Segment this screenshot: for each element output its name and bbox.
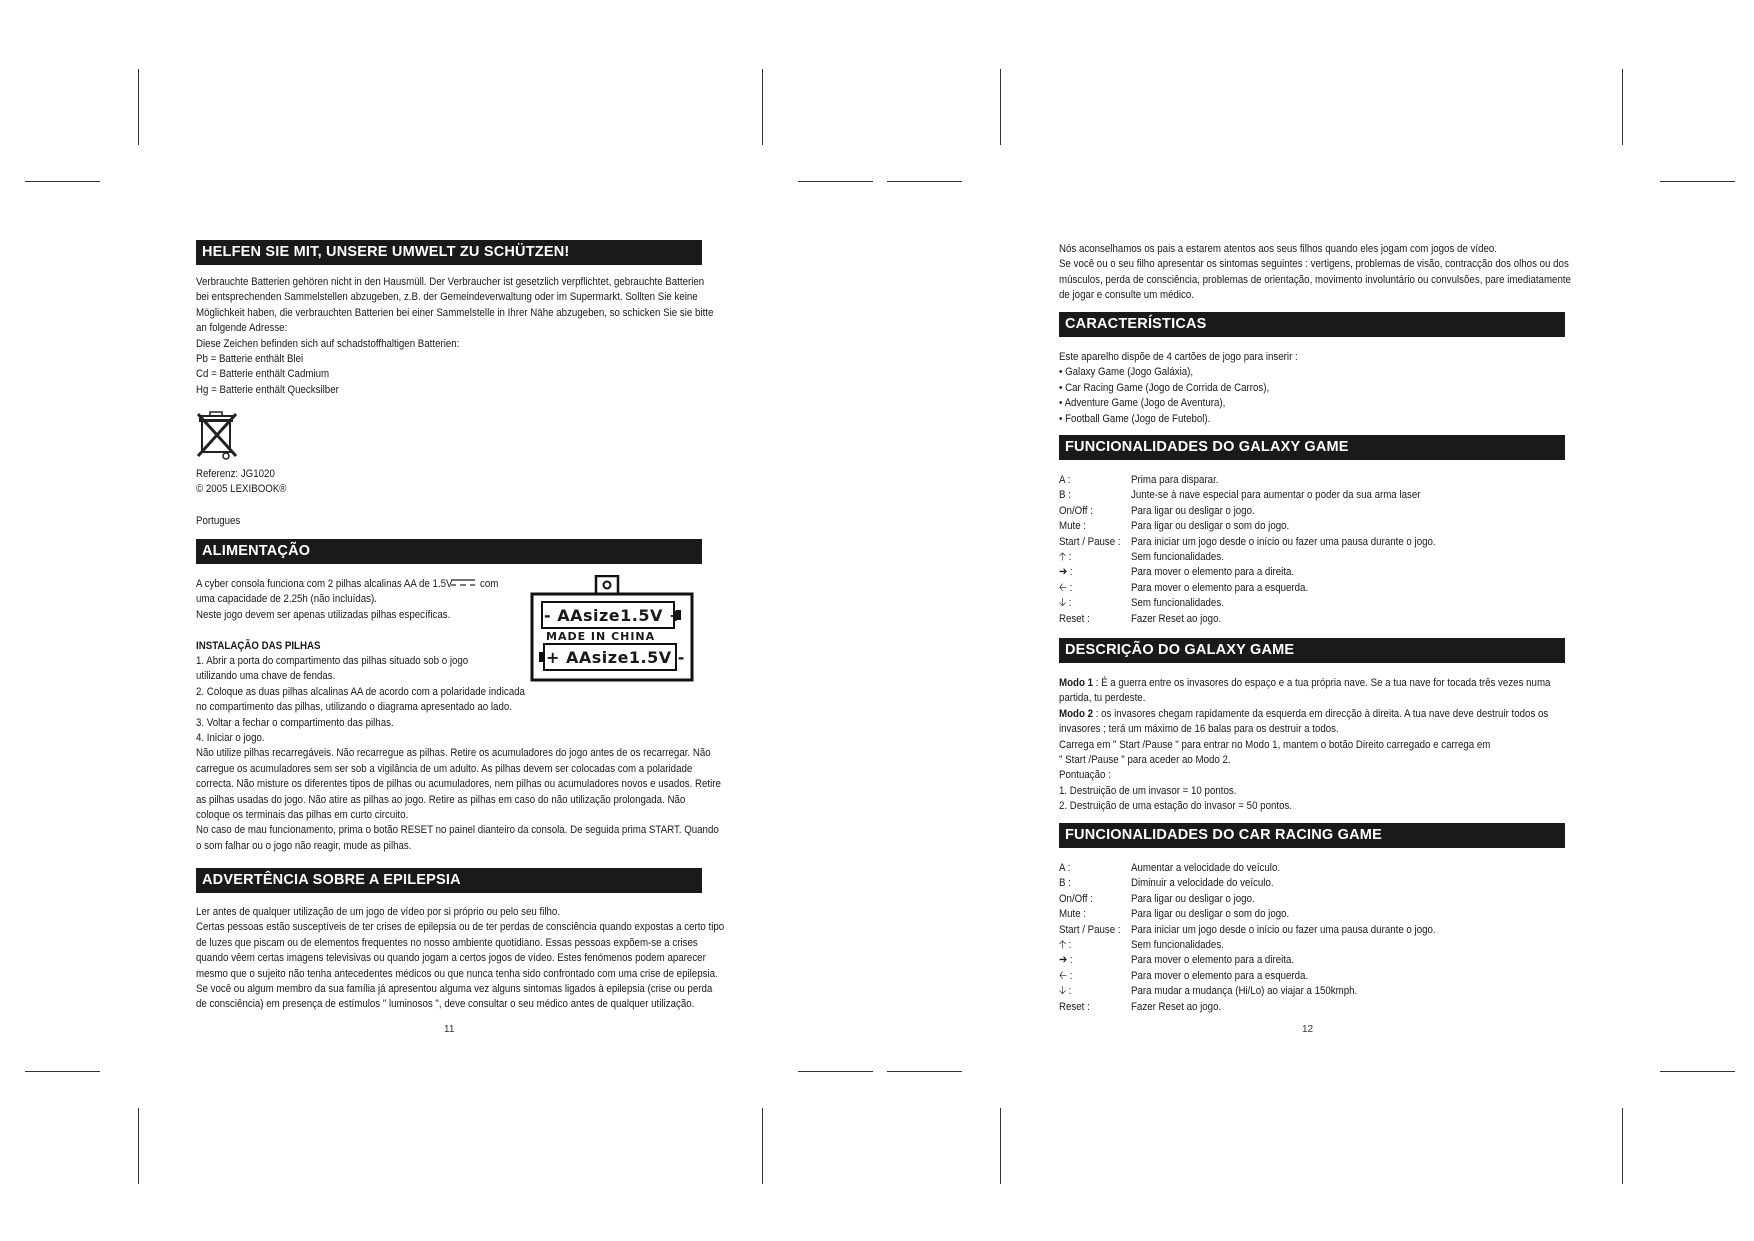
control-description: Fazer Reset ao jogo. <box>1131 612 1222 625</box>
text-line: 2. Destruição de uma estação do invasor = 50 pontos. <box>1059 800 1293 813</box>
control-key: A : <box>1059 474 1071 486</box>
reference-block <box>196 467 301 498</box>
control-row <box>1059 861 1565 876</box>
text-line: • Adventure Game (Jogo de Aventura), <box>1059 397 1226 410</box>
control-description: Para iniciar um jogo desde o início ou fazer uma pausa durante o jogo. <box>1131 535 1436 548</box>
text-line: A cyber consola funciona com 2 pilhas alcalinas AA de 1.5V <box>196 578 453 590</box>
car-controls <box>1059 861 1565 1015</box>
text-line: quando vêem certas imagens televisivas ou quando jogam a certos jogos de vídeo. Estes fenómenos podem aparecer <box>196 952 706 965</box>
referenz: Referenz: JG1020 <box>196 468 275 480</box>
crop-mark <box>1660 181 1735 182</box>
crossed-bin-icon <box>196 410 240 467</box>
text-line: an folgende Adresse: <box>196 322 288 335</box>
text-line: Este aparelho dispõe de 4 cartões de jogo para inserir : <box>1059 351 1298 363</box>
control-key: Reset : <box>1059 1000 1090 1013</box>
text-line: Pb = Batterie enthält Blei <box>196 353 304 366</box>
control-key: 🡣 : <box>1059 597 1072 610</box>
control-row <box>1059 923 1565 938</box>
control-key: B : <box>1059 877 1071 890</box>
control-key: Mute : <box>1059 520 1087 533</box>
modo1-line: Modo 1 : É a guerra entre os invasores do espaço e a tua própria nave. Se a tua nave for tocada três vezes numa <box>1059 677 1551 689</box>
control-key: On/Off : <box>1059 504 1093 517</box>
text-line: de luzes que piscam ou de elementos frequentes no nosso ambiente quotidiano. Essas pessoas expõem-se a crises <box>196 936 698 949</box>
control-key: 🡣 : <box>1059 985 1072 998</box>
text-line: 3. Voltar a fechar o compartimento das pilhas. <box>196 716 394 729</box>
control-row <box>1059 876 1565 891</box>
text-line: o som falhar ou o jogo não reagir, mude as pilhas. <box>196 839 412 852</box>
text-line: de consciência) em presença de estímulos " luminosos ", deve consultar o seu médico antes de qualquer utilização. <box>196 998 695 1011</box>
control-row <box>1059 892 1565 907</box>
control-description: Para mudar a mudança (Hi/Lo) ao viajar a 150kmph. <box>1131 985 1358 998</box>
text-line: correcta. Não misture os diferentes tipos de pilhas ou acumuladores, nem pilhas ou acumuladores novos e usados. Retire <box>196 778 721 791</box>
language-label: Portugues <box>196 515 241 527</box>
section-heading: ALIMENTAÇÃO <box>196 539 702 564</box>
control-description: Para ligar ou desligar o jogo. <box>1131 892 1255 905</box>
section-heading: FUNCIONALIDADES DO GALAXY GAME <box>1059 435 1565 460</box>
crop-mark <box>798 1071 873 1072</box>
text-line: • Car Racing Game (Jogo de Corrida de Carros), <box>1059 381 1270 394</box>
battery-bottom-label: + AAsize1.5V - <box>546 648 685 667</box>
control-description: Prima para disparar. <box>1131 474 1219 486</box>
intro-text <box>1059 242 1571 304</box>
text-line: coloque os terminais das pilhas em curto circuito. <box>196 809 409 822</box>
control-row <box>1059 550 1565 565</box>
umwelt-text <box>196 275 714 398</box>
control-description: Para mover o elemento para a esquerda. <box>1131 581 1309 594</box>
text-line: Carrega em " Start /Pause " para entrar no Modo 1, mantem o botão Direito carregado e carrega em <box>1059 738 1491 751</box>
text-line: no compartimento das pilhas, utilizando o diagrama apresentado ao lado. <box>196 701 512 714</box>
alimentacao-text <box>196 577 526 623</box>
section-func-galaxy <box>1059 435 1565 460</box>
control-description: Para mover o elemento para a direita. <box>1131 566 1295 579</box>
text-line: mesmo que o sujeito não tenha antecedentes médicos ou que nunca tenha sido confrontado com uma crise de epilepsia. <box>196 967 718 980</box>
control-key: On/Off : <box>1059 892 1093 905</box>
modo2-line: Modo 2 : os invasores chegam rapidamente da esquerda em direcção à direita. A tua nave deve destruir todos os <box>1059 707 1549 720</box>
crop-mark <box>1622 1108 1623 1184</box>
text-line: • Galaxy Game (Jogo Galáxia), <box>1059 366 1194 379</box>
control-key: Mute : <box>1059 908 1087 921</box>
section-alimentacao <box>196 539 702 564</box>
section-heading: HELFEN SIE MIT, UNSERE UMWELT ZU SCHÜTZEN! <box>196 240 702 265</box>
section-heading: ADVERTÊNCIA SOBRE A EPILEPSIA <box>196 868 702 893</box>
crop-mark <box>887 1071 962 1072</box>
text-line: as pilhas usadas do jogo. Não atire as pilhas ao jogo. Retire as pilhas em caso do não utilização prolongada. Não <box>196 793 686 806</box>
subheading-instalacao: INSTALAÇÃO DAS PILHAS <box>196 640 321 652</box>
control-description: Para mover o elemento para a esquerda. <box>1131 969 1309 982</box>
control-row <box>1059 907 1565 922</box>
section-heading: FUNCIONALIDADES DO CAR RACING GAME <box>1059 823 1565 848</box>
control-key: Start / Pause : <box>1059 535 1121 548</box>
crop-mark <box>25 181 100 182</box>
control-key: Reset : <box>1059 612 1090 625</box>
desc-galaxy-text <box>1059 676 1565 815</box>
text-line: 1. Abrir a porta do compartimento das pilhas situado sob o jogo <box>196 655 469 667</box>
text-line: Neste jogo devem ser apenas utilizadas pilhas específicas. <box>196 608 451 621</box>
control-row <box>1059 504 1565 519</box>
control-key: 🡠 : <box>1059 581 1073 594</box>
text-line: utilizando uma chave de fendas. <box>196 670 336 683</box>
crop-mark <box>1660 1071 1735 1072</box>
crop-mark <box>762 1108 763 1184</box>
crop-mark <box>798 181 873 182</box>
text-line: Se você ou o seu filho apresentar os sintomas seguintes : vertigens, problemas de visão, contracção dos olhos ou dos <box>1059 258 1569 271</box>
text-line: de jogar e consulte um médico. <box>1059 289 1195 302</box>
control-description: Para ligar ou desligar o jogo. <box>1131 504 1255 517</box>
control-description: Para mover o elemento para a direita. <box>1131 954 1295 967</box>
control-row <box>1059 1000 1565 1015</box>
crop-mark <box>138 69 139 145</box>
text-line: Nós aconselhamos os pais a estarem atentos aos seus filhos quando eles jogam com jogos de vídeo. <box>1059 243 1497 255</box>
control-description: Fazer Reset ao jogo. <box>1131 1000 1222 1013</box>
section-caracteristicas <box>1059 312 1565 337</box>
copyright: © 2005 LEXIBOOK® <box>196 483 287 496</box>
control-key: 🡡 : <box>1059 938 1072 951</box>
control-row <box>1059 596 1565 611</box>
crop-mark <box>1622 69 1623 145</box>
control-row <box>1059 488 1565 503</box>
section-heading: DESCRIÇÃO DO GALAXY GAME <box>1059 638 1565 663</box>
text-line: Não utilize pilhas recarregáveis. Não recarregue as pilhas. Retire os acumuladores do jogo antes de os recarregar. Não <box>196 747 711 760</box>
text-line: 1. Destruição de um invasor = 10 pontos. <box>1059 784 1237 797</box>
epilepsia-text <box>196 905 725 1013</box>
control-key: Start / Pause : <box>1059 923 1121 936</box>
text-line: Ler antes de qualquer utilização de um jogo de vídeo por si próprio ou pelo seu filho. <box>196 906 561 918</box>
text-line: 4. Iniciar o jogo. <box>196 732 265 745</box>
page-number: 12 <box>1302 1024 1314 1035</box>
section-umwelt <box>196 240 714 398</box>
text-line: músculos, perda de consciência, problemas de orientação, movimento involuntário ou convulsões, pare imediatamente <box>1059 273 1571 286</box>
section-heading: CARACTERÍSTICAS <box>1059 312 1565 337</box>
text-line: bei entsprechenden Sammelstellen abzugeben, z.B. der Gemeindeverwaltung oder im Supermarkt. Sollten Sie keine <box>196 291 698 304</box>
text-line: 2. Coloque as duas pilhas alcalinas AA de acordo com a polaridade indicada <box>196 685 525 698</box>
section-func-car <box>1059 823 1565 848</box>
caracteristicas-text <box>1059 350 1565 427</box>
crop-mark <box>1000 69 1001 145</box>
control-key: ➔ : <box>1059 954 1073 967</box>
control-row <box>1059 969 1565 984</box>
control-description: Diminuir a velocidade do veículo. <box>1131 877 1274 890</box>
text-line: Cd = Batterie enthält Cadmium <box>196 368 330 381</box>
crop-mark <box>138 1108 139 1184</box>
text-line: " Start /Pause " para aceder ao Modo 2. <box>1059 754 1231 767</box>
control-description: Sem funcionalidades. <box>1131 938 1224 951</box>
control-description: Para ligar ou desligar o som do jogo. <box>1131 908 1290 921</box>
control-description: Junte-se à nave especial para aumentar o poder da sua arma laser <box>1131 489 1421 502</box>
control-key: 🡡 : <box>1059 550 1072 563</box>
control-row <box>1059 612 1565 627</box>
text-line: carregue os acumuladores sem ser sob a vigilância de um adulto. As pilhas devem ser colocadas com a polaridade <box>196 762 693 775</box>
crop-mark <box>1000 1108 1001 1184</box>
instalacao-text <box>196 654 721 854</box>
control-row <box>1059 938 1565 953</box>
crop-mark <box>25 1071 100 1072</box>
control-description: Aumentar a velocidade do veículo. <box>1131 862 1281 874</box>
text-line: Certas pessoas estão susceptíveis de ter crises de epilepsia ou de ter perdas de consciência quando expostas a certo tipo <box>196 921 725 934</box>
battery-top-label: - AAsize1.5V + <box>544 606 683 625</box>
text-line: Se você ou algum membro da sua família já apresentou alguma vez alguns sintomas ligados à epilepsia (crise ou perda <box>196 983 713 996</box>
galaxy-controls <box>1059 473 1565 627</box>
crop-mark <box>887 181 962 182</box>
text-line: Hg = Batterie enthält Quecksilber <box>196 383 339 396</box>
crop-mark <box>762 69 763 145</box>
text-line: uma capacidade de 2.25h (não incluídas). <box>196 593 377 606</box>
text-line: Möglichkeit haben, die verbrauchten Batterien bei einer Sammelstelle in Ihrer Nähe abzugeben, so schicken Sie sie bitte <box>196 306 714 319</box>
control-row <box>1059 953 1565 968</box>
alim-com: com <box>480 578 499 590</box>
control-row <box>1059 519 1565 534</box>
control-row <box>1059 984 1565 999</box>
modo1-cont: partida, tu perdeste. <box>1059 692 1146 705</box>
control-row <box>1059 473 1565 488</box>
control-row <box>1059 581 1565 596</box>
control-description: Sem funcionalidades. <box>1131 550 1224 563</box>
control-key: 🡠 : <box>1059 969 1073 982</box>
modo2-label: Modo 2 <box>1059 707 1094 720</box>
control-key: B : <box>1059 489 1071 502</box>
page-number: 11 <box>444 1024 455 1035</box>
text-line: Diese Zeichen befinden sich auf schadstoffhaltigen Batterien: <box>196 337 460 350</box>
battery-middle-label: MADE IN CHINA <box>546 630 656 643</box>
control-description: Para ligar ou desligar o som do jogo. <box>1131 520 1290 533</box>
modo1-label: Modo 1 <box>1059 677 1094 689</box>
text-line: • Football Game (Jogo de Futebol). <box>1059 412 1211 425</box>
text-line: Verbrauchte Batterien gehören nicht in den Hausmüll. Der Verbraucher ist gesetzlich verpflichtet, gebrauchte Batterien <box>196 276 705 288</box>
control-description: Sem funcionalidades. <box>1131 597 1224 610</box>
control-key: A : <box>1059 862 1071 874</box>
control-row <box>1059 535 1565 550</box>
control-description: Para iniciar um jogo desde o início ou fazer uma pausa durante o jogo. <box>1131 923 1436 936</box>
control-key: ➔ : <box>1059 566 1073 579</box>
control-row <box>1059 565 1565 580</box>
section-desc-galaxy <box>1059 638 1565 663</box>
text-line: No caso de mau funcionamento, prima o botão RESET no painel dianteiro da consola. De seguida prima START. Quando <box>196 824 719 837</box>
text-line: invasores ; terá um máximo de 16 balas para os destruir a todos. <box>1059 723 1339 736</box>
dc-symbol <box>450 577 476 594</box>
text-line: Pontuação : <box>1059 769 1111 782</box>
section-epilepsia <box>196 868 702 893</box>
